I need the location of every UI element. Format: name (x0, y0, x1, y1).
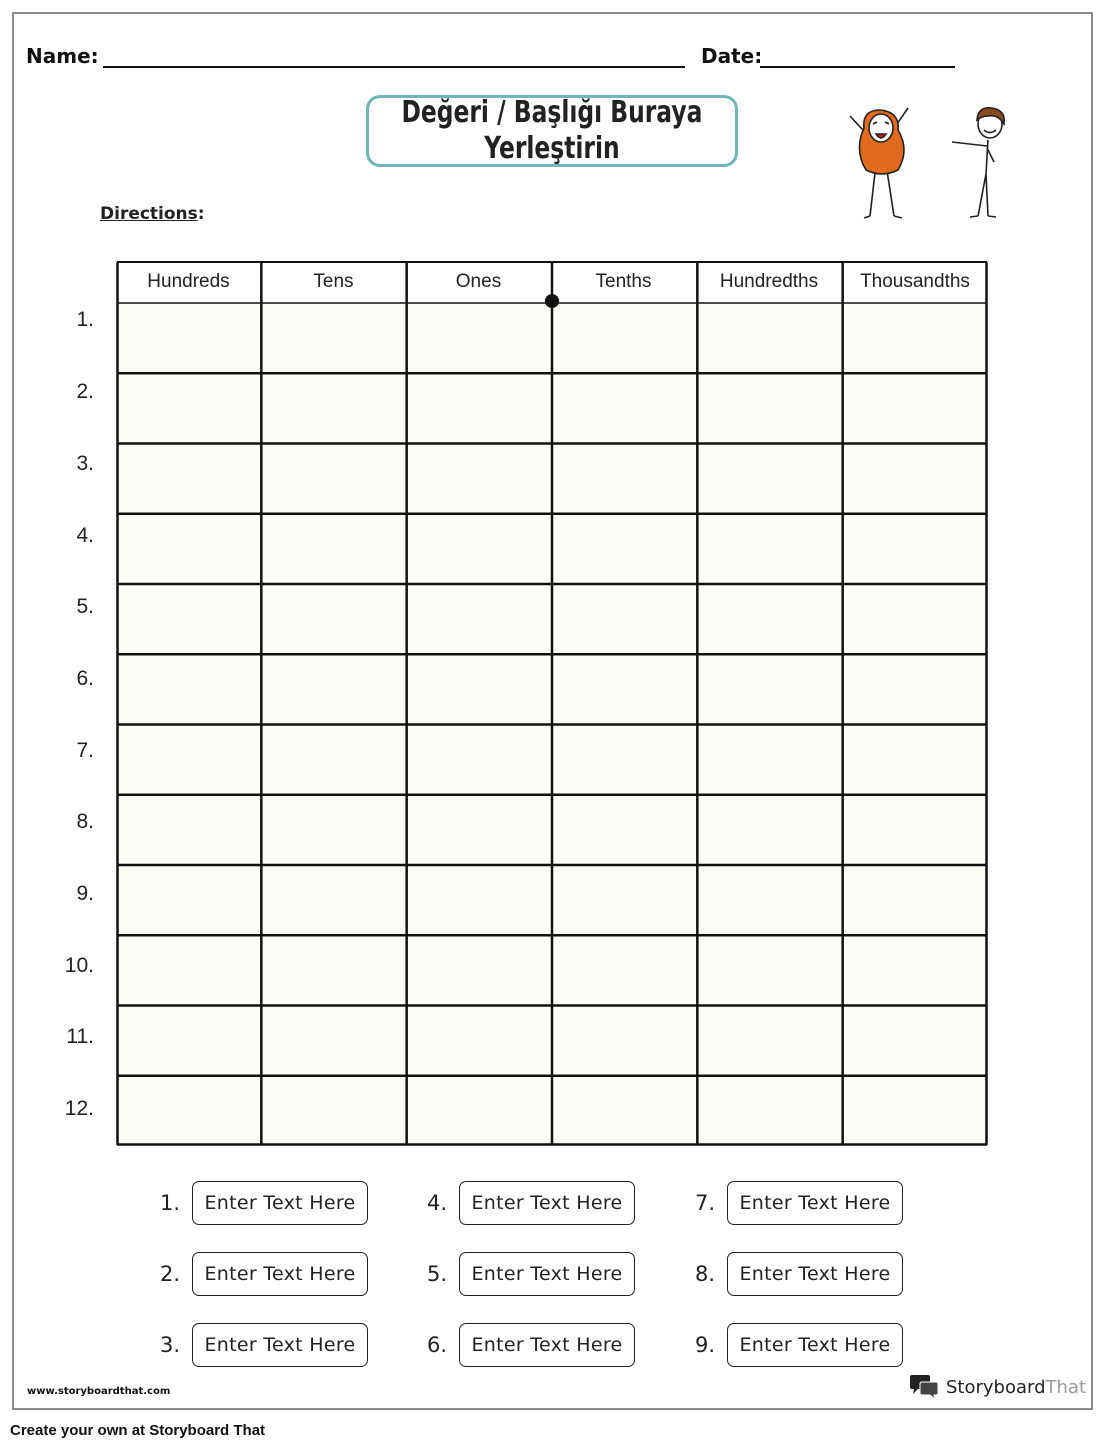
table-cell[interactable] (697, 373, 842, 443)
table-cell[interactable] (843, 514, 988, 584)
row-number-8: 8. (76, 810, 94, 833)
table-cell[interactable] (552, 654, 697, 724)
table-cell[interactable] (697, 935, 842, 1005)
column-header-thousandths: Thousandths (860, 271, 970, 292)
table-cell[interactable] (407, 514, 552, 584)
table-cell[interactable] (697, 303, 842, 373)
characters-illustration (838, 104, 1018, 226)
table-cell[interactable] (552, 514, 697, 584)
table-cell[interactable] (552, 935, 697, 1005)
directions (100, 204, 205, 224)
row-number-12: 12. (64, 1097, 94, 1120)
column-header-ones: Ones (455, 271, 502, 292)
row-number-11: 11. (66, 1025, 94, 1048)
table-cell[interactable] (843, 1076, 988, 1146)
row-number-5: 5. (76, 595, 94, 618)
answer-item-9 (685, 1323, 903, 1367)
directions-label: Directions (100, 204, 198, 224)
table-cell[interactable] (407, 654, 552, 724)
table-cell[interactable] (552, 795, 697, 865)
answer-text-box[interactable]: Enter Text Here (192, 1323, 368, 1367)
table-cell[interactable] (407, 303, 552, 373)
table-cell[interactable] (843, 373, 988, 443)
directions-colon: : (197, 204, 205, 224)
answer-number: 1. (159, 1191, 180, 1215)
table-cell[interactable] (116, 584, 261, 654)
place-value-table (116, 261, 988, 1146)
table-cell[interactable] (697, 725, 842, 795)
table-cell[interactable] (407, 584, 552, 654)
answer-item-5 (417, 1252, 635, 1296)
table-cell[interactable] (843, 584, 988, 654)
table-cell[interactable] (843, 444, 988, 514)
table-cell[interactable] (261, 725, 406, 795)
column-header-hundredths: Hundredths (719, 271, 819, 292)
table-cell[interactable] (261, 1006, 406, 1076)
answer-number: 3. (159, 1333, 180, 1357)
table-cell[interactable] (552, 373, 697, 443)
answer-item-2 (150, 1252, 368, 1296)
title-line-1: Değeri / Başlığı Buraya (401, 95, 703, 130)
table-cell[interactable] (261, 303, 406, 373)
date-label: Date: (701, 44, 763, 68)
column-header-tenths: Tenths (595, 271, 652, 292)
table-cell[interactable] (407, 935, 552, 1005)
table-cell[interactable] (261, 654, 406, 724)
date-line[interactable] (760, 66, 955, 68)
table-cell[interactable] (552, 1006, 697, 1076)
answer-text-box[interactable]: Enter Text Here (727, 1181, 903, 1225)
row-number-3: 3. (76, 452, 94, 475)
table-cell[interactable] (407, 865, 552, 935)
table-cell[interactable] (116, 303, 261, 373)
table-cell[interactable] (407, 1006, 552, 1076)
answer-item-7 (685, 1181, 903, 1225)
create-your-own-link[interactable]: Create your own at Storyboard That (10, 1422, 266, 1439)
row-number-6: 6. (76, 667, 94, 690)
table-cell[interactable] (843, 654, 988, 724)
table-cell[interactable] (697, 795, 842, 865)
answer-text-box[interactable]: Enter Text Here (192, 1252, 368, 1296)
table-cell[interactable] (407, 444, 552, 514)
answer-item-1 (150, 1181, 368, 1225)
speech-bubbles-icon (908, 1374, 940, 1400)
table-cell[interactable] (552, 303, 697, 373)
table-cell[interactable] (552, 584, 697, 654)
table-cell[interactable] (261, 373, 406, 443)
boy-character-icon (952, 108, 1004, 217)
table-cell[interactable] (407, 373, 552, 443)
table-cell[interactable] (697, 444, 842, 514)
answer-text-box[interactable]: Enter Text Here (727, 1323, 903, 1367)
table-cell[interactable] (552, 725, 697, 795)
table-cell[interactable] (261, 865, 406, 935)
table-cell[interactable] (552, 444, 697, 514)
footer-url[interactable]: www.storyboardthat.com (27, 1386, 171, 1397)
logo-text-light: That (1045, 1376, 1087, 1398)
answer-text-box[interactable]: Enter Text Here (459, 1252, 635, 1296)
name-line[interactable] (103, 66, 685, 68)
table-cell[interactable] (261, 584, 406, 654)
table-cell[interactable] (697, 1006, 842, 1076)
table-cell[interactable] (697, 1076, 842, 1146)
table-cell[interactable] (843, 303, 988, 373)
answer-text-box[interactable]: Enter Text Here (459, 1323, 635, 1367)
answer-item-8 (685, 1252, 903, 1296)
answer-number: 2. (159, 1262, 180, 1286)
table-cell[interactable] (116, 935, 261, 1005)
row-number-2: 2. (76, 380, 94, 403)
table-cell[interactable] (697, 654, 842, 724)
title-box[interactable] (366, 95, 738, 167)
answer-number: 8. (694, 1262, 715, 1286)
girl-character-icon (850, 108, 908, 218)
answer-number: 5. (426, 1262, 447, 1286)
title-line-2: Yerleştirin (484, 131, 620, 166)
table-cell[interactable] (407, 795, 552, 865)
answer-text-box[interactable]: Enter Text Here (459, 1181, 635, 1225)
table-cell[interactable] (116, 1006, 261, 1076)
table-cell[interactable] (261, 935, 406, 1005)
table-grid (116, 261, 988, 1146)
answer-item-4 (417, 1181, 635, 1225)
table-cell[interactable] (843, 795, 988, 865)
answer-number: 9. (694, 1333, 715, 1357)
table-cell[interactable] (116, 865, 261, 935)
row-number-10: 10. (64, 954, 94, 977)
table-cell[interactable] (116, 514, 261, 584)
table-cell[interactable] (697, 584, 842, 654)
row-number-1: 1. (76, 308, 94, 331)
table-cell[interactable] (552, 1076, 697, 1146)
row-number-4: 4. (76, 524, 94, 547)
answer-text-box[interactable]: Enter Text Here (192, 1181, 368, 1225)
table-cell[interactable] (697, 514, 842, 584)
answer-number: 6. (426, 1333, 447, 1357)
answer-number: 4. (426, 1191, 447, 1215)
table-cell[interactable] (116, 373, 261, 443)
page-title (402, 95, 703, 167)
storyboardthat-logo[interactable] (908, 1374, 1086, 1400)
table-cell[interactable] (261, 444, 406, 514)
table-cell[interactable] (843, 725, 988, 795)
logo-text-main: Storyboard (946, 1376, 1046, 1398)
answer-item-6 (417, 1323, 635, 1367)
table-cell[interactable] (261, 795, 406, 865)
answer-number: 7. (694, 1191, 715, 1215)
answer-text-box[interactable]: Enter Text Here (727, 1252, 903, 1296)
table-cell[interactable] (116, 654, 261, 724)
table-cell[interactable] (261, 1076, 406, 1146)
table-cell[interactable] (843, 935, 988, 1005)
column-header-tens: Tens (313, 271, 354, 292)
table-cell[interactable] (116, 444, 261, 514)
column-header-hundreds: Hundreds (147, 271, 230, 292)
table-cell[interactable] (407, 1076, 552, 1146)
answer-item-3 (150, 1323, 368, 1367)
table-cell[interactable] (116, 795, 261, 865)
table-cell[interactable] (407, 725, 552, 795)
table-cell[interactable] (697, 865, 842, 935)
name-label: Name: (26, 44, 99, 68)
table-cell[interactable] (843, 865, 988, 935)
row-number-9: 9. (76, 882, 94, 905)
table-cell[interactable] (116, 1076, 261, 1146)
table-cell[interactable] (261, 514, 406, 584)
table-cell[interactable] (843, 1006, 988, 1076)
table-cell[interactable] (116, 725, 261, 795)
table-cell[interactable] (552, 865, 697, 935)
row-number-7: 7. (76, 739, 94, 762)
